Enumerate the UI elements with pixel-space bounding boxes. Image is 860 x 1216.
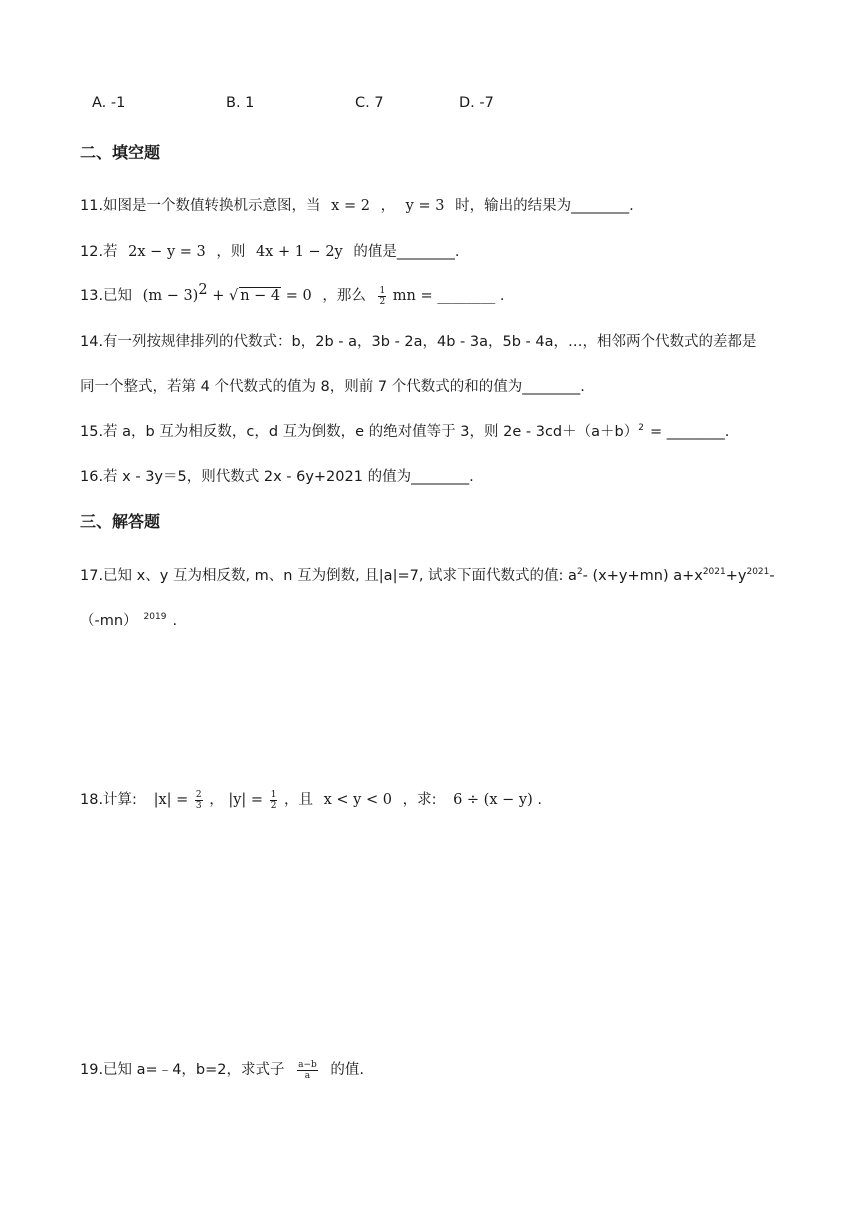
q17-exp-1: 2	[576, 567, 583, 577]
q18-frac2-den: 2	[270, 800, 277, 811]
q19-frac-den: a	[304, 1070, 311, 1081]
q17-text-f: .	[172, 613, 178, 629]
question-14-line-1: 14.有一列按规律排列的代数式：b，2b - a，3b - 2a，4b - 3a，5b - 4a，…，相邻两个代数式的差都是	[80, 334, 757, 350]
q17-text-e: （-mn）	[80, 613, 138, 629]
q17-exp-4: 2019	[143, 612, 167, 622]
question-17-line-1	[80, 564, 775, 585]
q18-mid: ，且	[284, 792, 314, 808]
section-heading-solve: 三、解答题	[80, 512, 161, 531]
question-15	[80, 420, 729, 441]
q19-prefix: 19.已知 a=﹣4，b=2，求式子	[80, 1062, 285, 1078]
q12-math-1: 2x − y = 3	[128, 244, 206, 260]
q18-sep: ，	[209, 792, 224, 808]
q13-math-a: (m − 3)	[142, 288, 199, 304]
q18-prefix: 18.计算:	[80, 792, 137, 808]
q17-exp-3: 2021	[746, 567, 770, 577]
q17-text-c: +y	[725, 568, 747, 584]
q18-mid2: ，求:	[402, 792, 437, 808]
q13-exponent: 2	[198, 282, 208, 298]
q17-text-d: -	[769, 568, 775, 584]
q13-math-mn: mn = ________	[392, 288, 496, 304]
q13-math-eq: = 0	[285, 288, 312, 304]
option-d: D. -7	[459, 95, 494, 111]
q13-fraction	[378, 286, 386, 307]
question-16: 16.若 x - 3y＝5，则代数式 2x - 6y+2021 的值为________.	[80, 469, 474, 485]
q11-prefix: 11.如图是一个数值转换机示意图，当	[80, 198, 321, 214]
section-heading-fill-blank: 二、填空题	[80, 143, 161, 162]
q15-text: 15.若 a，b 互为相反数，c，d 互为倒数，e 的绝对值等于 3，则 2e - 3cd＋（a＋b）	[80, 424, 639, 440]
q19-frac-num: a−b	[298, 1059, 317, 1070]
q13-mid: ，那么	[322, 288, 366, 304]
question-11	[80, 194, 634, 215]
q18-math-inequality: x < y < 0	[323, 792, 392, 808]
q18-frac1-den: 3	[195, 800, 202, 811]
q15-suffix: = ________.	[649, 424, 730, 440]
q12-math-2: 4x + 1 − 2y	[255, 244, 343, 260]
q19-fraction	[297, 1060, 318, 1081]
q17-text-b: - (x+y+mn) a+x	[582, 568, 703, 584]
option-c: C. 7	[355, 95, 384, 111]
q18-fraction-2	[270, 790, 278, 811]
q13-frac-den: 2	[379, 296, 386, 307]
q18-math-absy: |y| =	[228, 792, 264, 808]
q18-math-absx: |x| =	[153, 792, 189, 808]
q18-frac2-num: 1	[270, 789, 277, 800]
option-b: B. 1	[226, 95, 255, 111]
q11-sep: ，	[380, 198, 396, 214]
q11-math-y: y = 3	[405, 198, 445, 214]
question-17-line-2	[80, 609, 177, 630]
q13-prefix: 13.已知	[80, 288, 133, 304]
q15-exponent: 2	[638, 423, 644, 433]
question-18	[80, 788, 542, 811]
question-19	[80, 1058, 364, 1081]
q13-math-plus: +	[212, 288, 229, 304]
q13-frac-num: 1	[379, 285, 386, 296]
q12-suffix: 的值是________.	[353, 244, 460, 260]
q11-suffix: 时，输出的结果为________.	[455, 198, 634, 214]
q13-suffix: .	[499, 288, 505, 304]
question-13	[80, 284, 504, 307]
q12-prefix: 12.若	[80, 244, 118, 260]
question-12	[80, 240, 459, 261]
option-a: A. -1	[92, 95, 126, 111]
q18-fraction-1	[195, 790, 203, 811]
q17-exp-2: 2021	[702, 567, 726, 577]
question-14-line-2: 同一个整式，若第 4 个代数式的值为 8，则前 7 个代数式的和的值为________.	[80, 379, 585, 395]
q17-text-a: 17.已知 x、y 互为相反数, m、n 互为倒数, 且|a|=7, 试求下面代数式的值: a	[80, 568, 577, 584]
q18-suffix: .	[537, 792, 542, 808]
q18-frac1-num: 2	[195, 789, 202, 800]
q19-suffix: 的值.	[330, 1062, 365, 1078]
q13-sqrt-content: n − 4	[240, 288, 281, 304]
q18-math-expression: 6 ÷ (x − y)	[453, 792, 533, 808]
q12-mid: ，则	[216, 244, 246, 260]
q11-math-x: x = 2	[331, 198, 370, 214]
q13-sqrt: √ n − 4	[228, 288, 281, 304]
